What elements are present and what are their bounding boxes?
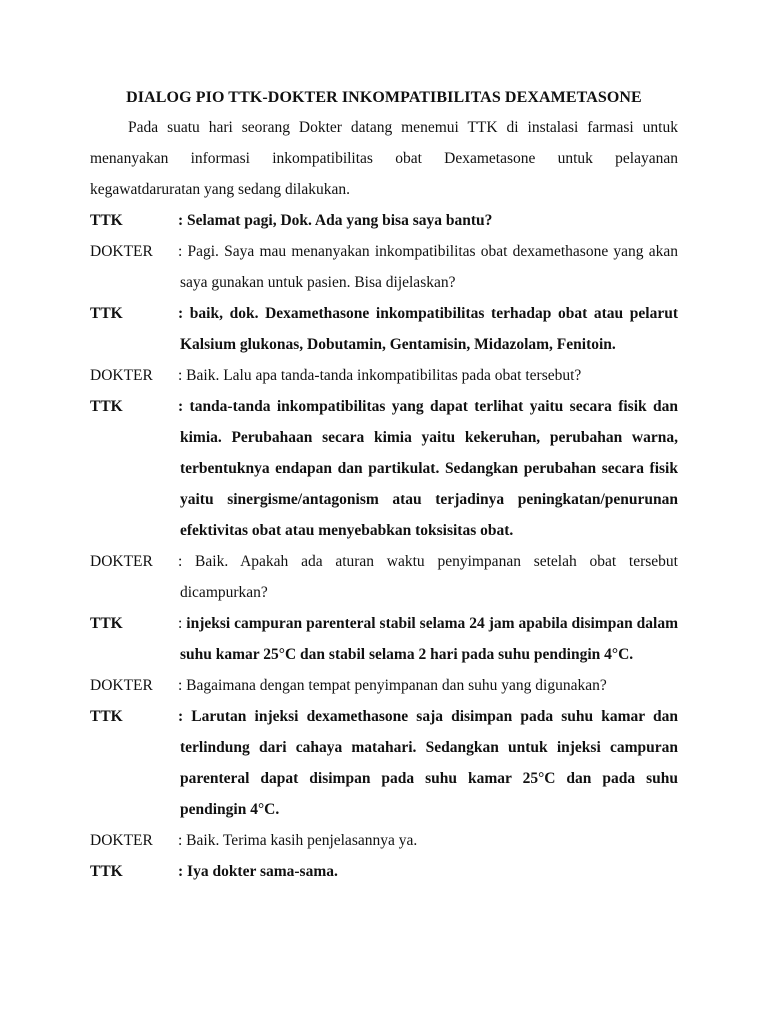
dialog-colon: : [178,615,183,632]
speaker-label: TTK [90,398,123,415]
dialog-text: : Baik. Apakah ada aturan waktu penyimpanan setelah obat tersebut dicampurkan? [178,553,678,601]
dialog-text: : Baik. Lalu apa tanda-tanda inkompatibilitas pada obat tersebut? [178,367,582,384]
speaker-label: TTK [90,615,123,632]
speaker-label: DOKTER [90,367,153,384]
speaker-label: TTK [90,863,123,880]
dialog-line-ttk-1 [90,205,678,236]
dialog-text: : Bagaimana dengan tempat penyimpanan dan suhu yang digunakan? [178,677,607,694]
speaker-label: DOKTER [90,832,153,849]
dialog-line-ttk-2 [90,298,678,360]
document-page [90,88,678,887]
speaker-label: DOKTER [90,553,153,570]
dialog-text: : Larutan injeksi dexamethasone saja disimpan pada suhu kamar dan terlindung dari cahaya matahari. Sedangkan untuk injeksi campuran parenteral dapat disimpan pada suhu kamar 25°C dan pada suhu pendingin 4°C. [178,708,678,818]
speaker-label: DOKTER [90,677,153,694]
dialog-line-ttk-3 [90,391,678,546]
dialog-text: : baik, dok. Dexamethasone inkompatibilitas terhadap obat atau pelarut Kalsium glukonas, Dobutamin, Gentamisin, Midazolam, Fenitoin. [178,305,678,353]
dialog-line-ttk-4 [90,608,678,670]
intro-paragraph: Pada suatu hari seorang Dokter datang menemui TTK di instalasi farmasi untuk menanyakan informasi inkompatibilitas obat Dexametasone untuk pelayanan kegawatdaruratan yang sedang dilakukan. [90,119,678,198]
dialog-text: : Baik. Terima kasih penjelasannya ya. [178,832,418,849]
dialog-text: : tanda-tanda inkompatibilitas yang dapat terlihat yaitu secara fisik dan kimia. Perubahaan secara kimia yaitu kekeruhan, perubahan warna, terbentuknya endapan dan partikulat. Sedangkan perubahan secara fisik yaitu sinergisme/antagonism atau terjadinya peningkatan/penurunan efektivitas obat atau menyebabkan toksisitas obat. [178,398,678,539]
dialog-line-ttk-6 [90,856,678,887]
dialog-line-dokter-5 [90,825,678,856]
dialog-text: : Iya dokter sama-sama. [178,863,338,880]
speaker-label: TTK [90,305,123,322]
dialog-line-ttk-5 [90,701,678,825]
dialog-line-dokter-4 [90,670,678,701]
dialog-text: : Selamat pagi, Dok. Ada yang bisa saya bantu? [178,212,493,229]
speaker-label: TTK [90,708,123,725]
dialog-text: : Pagi. Saya mau menanyakan inkompatibilitas obat dexamethasone yang akan saya gunakan untuk pasien. Bisa dijelaskan? [178,243,678,291]
dialog-line-dokter-1 [90,236,678,298]
dialog-line-dokter-3 [90,546,678,608]
document-title: DIALOG PIO TTK-DOKTER INKOMPATIBILITAS DEXAMETASONE [126,89,642,106]
speaker-label: DOKTER [90,243,153,260]
speaker-label: TTK [90,212,123,229]
dialog-line-dokter-2 [90,360,678,391]
dialog-text: injeksi campuran parenteral stabil selama 24 jam apabila disimpan dalam suhu kamar 25°C dan stabil selama 2 hari pada suhu pendingin 4°C. [180,615,678,663]
